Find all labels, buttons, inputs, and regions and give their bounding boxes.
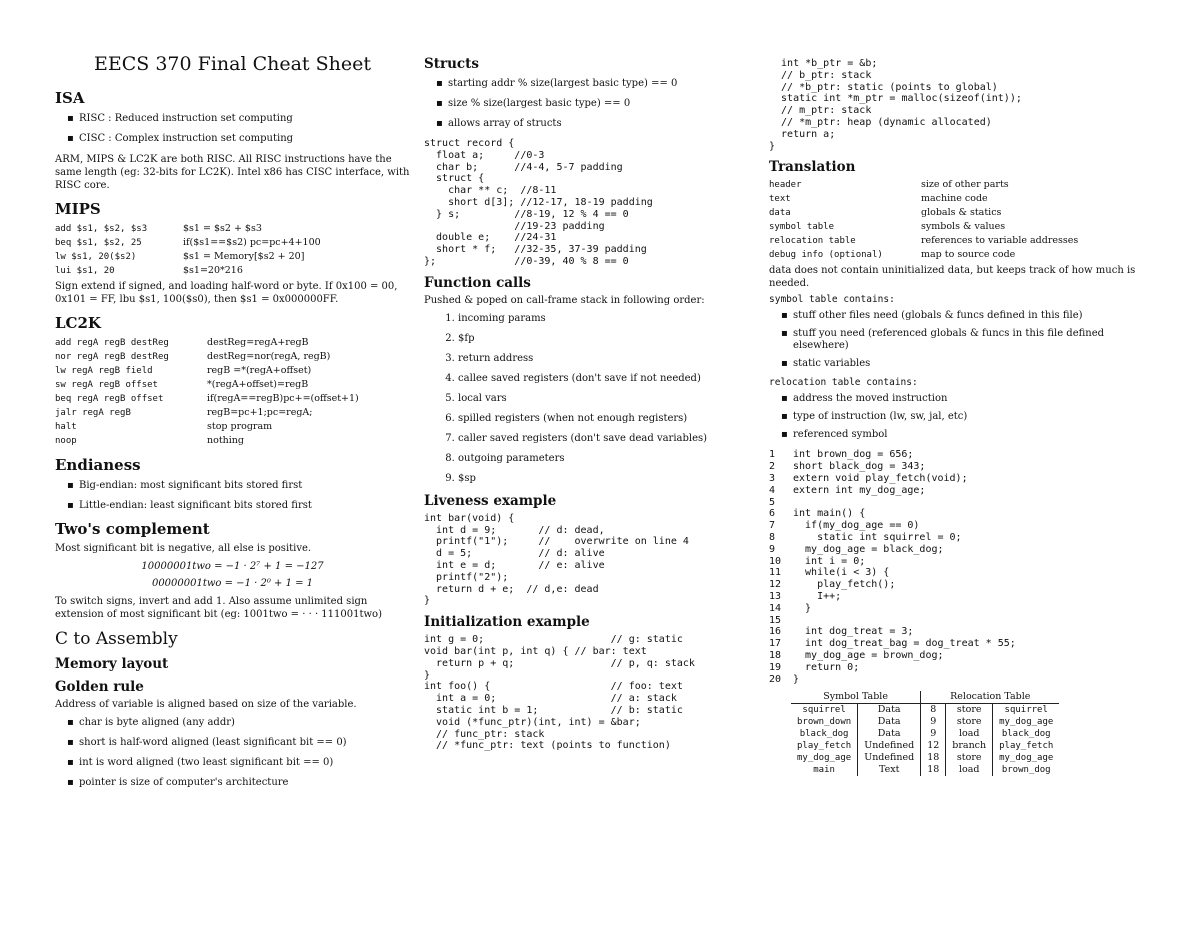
lc2k-desc: regB =*(regA+offset)	[207, 365, 312, 376]
table-row	[55, 406, 359, 420]
table-row	[769, 178, 1078, 192]
code-line	[769, 615, 1149, 627]
numbered-code-block	[769, 449, 1149, 685]
table-row	[769, 248, 1078, 262]
list-item: ▪ stuff you need (referenced globals & funcs in this file defined elsewhere)	[793, 328, 1149, 352]
list-item: ▪ Little-endian: least significant bits stored first	[79, 500, 410, 512]
code-line	[769, 544, 1149, 556]
code-text: short black_dog = 343;	[793, 461, 926, 473]
relocation-table-list	[769, 393, 1149, 441]
code-line	[769, 579, 1149, 591]
isa-note: ARM, MIPS & LC2K are both RISC. All RISC instructions have the same length (eg: 32-bits for LC2K). Intel x86 has CISC interface, with RISC core.	[55, 154, 410, 191]
lc2k-instr: lw regA regB field	[55, 366, 153, 376]
section-name: debug info (optional)	[769, 250, 883, 261]
twos-equation-1: 10000001two = −1 · 2⁷ + 1 = −127	[141, 561, 324, 572]
code-line	[769, 567, 1149, 579]
list-item: 5. local vars	[458, 393, 774, 405]
alignment-list	[55, 717, 410, 789]
code-text: I++;	[793, 590, 842, 602]
line-number: 14	[769, 602, 782, 614]
translation-heading: Translation	[769, 159, 856, 176]
symbol-relocation-tables	[791, 691, 1059, 776]
code-text: static int squirrel = 0;	[793, 531, 962, 543]
code-line	[769, 556, 1149, 568]
list-item: ▪ char is byte aligned (any addr)	[79, 717, 410, 729]
liveness-heading: Liveness example	[424, 492, 557, 509]
mips-table	[55, 222, 321, 278]
section-desc: references to variable addresses	[921, 235, 1079, 247]
code-text: if(my_dog_age == 0)	[793, 520, 920, 532]
initialization-code-continued: int *b_ptr = &b; // b_ptr: stack // *b_ptr: static (points to global) static int *m_ptr = malloc(sizeof(int)); // m_ptr: stack // *m_ptr: heap (dynamic allocated) return a; }	[769, 58, 1022, 152]
table-row	[791, 740, 1059, 752]
reloc-type: store	[946, 704, 993, 717]
list-item: 6. spilled registers (when not enough registers)	[458, 413, 774, 425]
twos-note: To switch signs, invert and add 1. Also assume unlimited sign extension of most significant bit (eg: 1001two = · · · 111001two)	[55, 596, 382, 620]
code-text: play_fetch();	[793, 579, 896, 591]
line-number: 1	[769, 449, 776, 461]
code-line	[769, 485, 1149, 497]
section-desc: globals & statics	[921, 207, 1002, 219]
list-item: 2. $fp	[458, 333, 774, 345]
lc2k-instr: noop	[55, 436, 77, 446]
table-row	[791, 764, 1059, 776]
mips-instr: add $s1, $s2, $s3	[55, 224, 148, 234]
structs-list	[424, 78, 774, 130]
table-row	[55, 364, 359, 378]
list-item: 8. outgoing parameters	[458, 453, 774, 465]
section-name: data	[769, 208, 791, 219]
code-line	[769, 603, 1149, 615]
symbol-name: brown_down	[791, 716, 858, 728]
table-row	[769, 220, 1078, 234]
reloc-line: 18	[921, 764, 946, 776]
line-number: 5	[769, 496, 776, 508]
list-item: 3. return address	[458, 353, 774, 365]
twos-equation-2: 00000001two = −1 · 2⁰ + 1 = 1	[151, 578, 314, 589]
lc2k-instr: nor regA regB destReg	[55, 352, 169, 362]
list-item: ▪ size % size(largest basic type) == 0	[448, 98, 774, 110]
reloc-line: 12	[921, 740, 946, 752]
section-desc: symbols & values	[921, 221, 1006, 233]
table-row	[55, 420, 359, 434]
code-line	[769, 508, 1149, 520]
code-line	[769, 626, 1149, 638]
mips-instr: lw $s1, 20($s2)	[55, 252, 137, 262]
reloc-line: 9	[921, 728, 946, 740]
reloc-symbol: black_dog	[1001, 729, 1051, 740]
list-item: ▪ int is word aligned (two least significant bit == 0)	[79, 757, 410, 769]
symbol-type: Text	[858, 764, 921, 776]
code-text: return 0;	[793, 661, 860, 673]
line-number: 4	[769, 484, 776, 496]
symbol-table-heading: Symbol Table	[791, 691, 921, 704]
reloc-line: 18	[921, 752, 946, 764]
code-line	[769, 638, 1149, 650]
line-number: 13	[769, 590, 782, 602]
table-row	[791, 752, 1059, 764]
symbol-type: Undefined	[858, 752, 921, 764]
reloc-symbol: my_dog_age	[999, 717, 1054, 728]
table-row	[769, 206, 1078, 220]
code-line	[769, 520, 1149, 532]
lc2k-desc: *(regA+offset)=regB	[207, 379, 309, 390]
table-row	[55, 264, 321, 278]
symbol-type: Data	[858, 728, 921, 740]
list-item: ▪ referenced symbol	[793, 429, 1149, 441]
table-row	[769, 234, 1078, 248]
code-line	[769, 532, 1149, 544]
list-item: ▪ Big-endian: most significant bits stored first	[79, 480, 410, 492]
mips-desc: if($s1==$s2) pc=pc+4+100	[183, 237, 321, 248]
translation-table	[769, 178, 1078, 262]
call-frame-list	[424, 313, 774, 485]
lc2k-desc: nothing	[207, 435, 245, 446]
lc2k-instr: beq regA regB offset	[55, 394, 164, 404]
reloc-symbol: brown_dog	[1001, 765, 1051, 776]
section-desc: machine code	[921, 193, 988, 205]
reloc-symbol: squirrel	[1004, 705, 1048, 716]
list-item: ▪ type of instruction (lw, sw, jal, etc)	[793, 411, 1149, 423]
column-3	[769, 0, 1149, 776]
mips-instr: beq $s1, $s2, 25	[55, 238, 142, 248]
table-row	[55, 236, 321, 250]
list-item: ▪ pointer is size of computer's architecture	[79, 777, 410, 789]
code-text: my_dog_age = brown_dog;	[793, 649, 944, 661]
table-row	[55, 434, 359, 448]
line-number: 3	[769, 472, 776, 484]
list-item: ▪ allows array of structs	[448, 118, 774, 130]
code-line	[769, 591, 1149, 603]
line-number: 9	[769, 543, 776, 555]
table-row	[791, 716, 1059, 728]
lc2k-desc: destReg=nor(regA, regB)	[207, 351, 331, 362]
line-number: 16	[769, 626, 782, 638]
twos-heading: Two's complement	[55, 520, 210, 538]
mips-desc: $s1 = Memory[$s2 + 20]	[183, 251, 305, 262]
golden-rule-heading: Golden rule	[55, 679, 144, 695]
list-item: 9. $sp	[458, 473, 774, 485]
line-number: 20	[769, 673, 782, 685]
symbol-name: squirrel	[791, 704, 858, 717]
line-number: 18	[769, 649, 782, 661]
lc2k-heading: LC2K	[55, 314, 101, 332]
reloc-type: load	[946, 764, 993, 776]
code-text: while(i < 3) {	[793, 567, 890, 579]
isa-list	[55, 113, 410, 145]
code-text: extern int my_dog_age;	[793, 484, 926, 496]
section-desc: map to source code	[921, 249, 1016, 261]
relocation-table-heading: Relocation Table	[950, 691, 1031, 703]
code-line	[769, 674, 1149, 686]
symbol-name: black_dog	[791, 728, 858, 740]
symbol-type: Data	[858, 704, 921, 717]
c-to-assembly-heading: C to Assembly	[55, 629, 178, 649]
list-item: 4. callee saved registers (don't save if not needed)	[458, 373, 774, 385]
struct-code-block: struct record { float a; //0-3 char b; //4-4, 5-7 padding struct { char ** c; //8-11 short d[3]; //12-17, 18-19 padding } s; //8-19, 12 % 4 == 0 //19-23 padding double e; //24-31 short * f; //32-35, 37-39 padding }; //0-39, 40 % 8 == 0	[424, 138, 653, 267]
section-desc: size of other parts	[921, 179, 1009, 191]
section-name: symbol table	[769, 222, 835, 233]
code-text: int main() {	[793, 508, 866, 520]
function-calls-intro: Pushed & poped on call-frame stack in following order:	[424, 294, 705, 306]
table-row	[769, 192, 1078, 206]
function-calls-heading: Function calls	[424, 274, 531, 291]
lc2k-desc: regB=pc+1;pc=regA;	[207, 407, 313, 418]
symbol-name: play_fetch	[791, 740, 858, 752]
list-item: ▪ RISC : Reduced instruction set computing	[79, 113, 410, 125]
table-row	[55, 336, 359, 350]
code-line	[769, 650, 1149, 662]
table-header-row	[791, 691, 1059, 704]
table-row	[791, 704, 1059, 717]
mips-note: Sign extend if signed, and loading half-word or byte. If 0x100 = 00, 0x101 = FF, lbu $s1, 100($s0), then $s1 = 0x000000FF.	[55, 281, 398, 305]
isa-heading: ISA	[55, 89, 85, 107]
table-row	[55, 250, 321, 264]
liveness-code-block: int bar(void) { int d = 9; // d: dead, printf("1"); // overwrite on line 4 d = 5; // d: alive int e = d; // e: alive printf("2"); return d + e; // d,e: dead }	[424, 512, 689, 607]
endianess-list	[55, 480, 410, 512]
twos-intro: Most significant bit is negative, all else is positive.	[55, 543, 312, 554]
lc2k-instr: halt	[55, 422, 77, 432]
table-row	[55, 222, 321, 236]
list-item: ▪ CISC : Complex instruction set computing	[79, 133, 410, 145]
code-line	[769, 497, 1149, 509]
mips-desc: $s1 = $s2 + $s3	[183, 223, 262, 234]
table-row	[55, 392, 359, 406]
endianess-heading: Endianess	[55, 456, 141, 474]
reloc-line: 9	[921, 716, 946, 728]
list-item: ▪ short is half-word aligned (least significant bit == 0)	[79, 737, 410, 749]
section-name: text	[769, 194, 791, 205]
code-text: int brown_dog = 656;	[793, 449, 914, 461]
code-text: }	[793, 602, 812, 614]
section-name: header	[769, 180, 802, 191]
reloc-symbol: play_fetch	[999, 741, 1054, 752]
code-text: int dog_treat_bag = dog_treat * 55;	[793, 638, 1016, 650]
lc2k-desc: stop program	[207, 421, 273, 432]
line-number: 19	[769, 661, 782, 673]
lc2k-instr: sw regA regB offset	[55, 380, 158, 390]
mips-instr: lui $s1, 20	[55, 266, 115, 276]
reloc-line: 8	[921, 704, 946, 717]
reloc-symbol: my_dog_age	[999, 753, 1054, 764]
lc2k-desc: destReg=regA+regB	[207, 337, 309, 348]
lc2k-instr: jalr regA regB	[55, 408, 131, 418]
list-item: ▪ address the moved instruction	[793, 393, 1149, 405]
list-item: 7. caller saved registers (don't save dead variables)	[458, 433, 774, 445]
structs-heading: Structs	[424, 56, 479, 72]
code-line	[769, 473, 1149, 485]
code-text: int dog_treat = 3;	[793, 626, 914, 638]
code-line	[769, 449, 1149, 461]
code-line	[769, 461, 1149, 473]
golden-rule-text: Address of variable is aligned based on size of the variable.	[55, 699, 357, 710]
reloc-type: load	[946, 728, 993, 740]
column-2	[424, 0, 774, 758]
line-number: 6	[769, 508, 776, 520]
page-title: EECS 370 Final Cheat Sheet	[94, 53, 371, 75]
mips-heading: MIPS	[55, 200, 101, 218]
reloc-type: branch	[946, 740, 993, 752]
initialization-heading: Initialization example	[424, 614, 590, 631]
code-text: }	[793, 673, 800, 685]
line-number: 17	[769, 638, 782, 650]
code-text: my_dog_age = black_dog;	[793, 543, 944, 555]
symbol-table-list	[769, 310, 1149, 370]
list-item: ▪ starting addr % size(largest basic type) == 0	[448, 78, 774, 90]
line-number: 8	[769, 531, 776, 543]
code-text: int i = 0;	[793, 555, 866, 567]
section-name: relocation table	[769, 236, 856, 247]
line-number: 15	[769, 614, 782, 626]
lc2k-instr: add regA regB destReg	[55, 338, 169, 348]
list-item: 1. incoming params	[458, 313, 774, 325]
symbol-type: Undefined	[858, 740, 921, 752]
symbol-name: main	[791, 764, 858, 776]
list-item: ▪ static variables	[793, 358, 1149, 370]
symbol-name: my_dog_age	[791, 752, 858, 764]
line-number: 12	[769, 579, 782, 591]
symbol-table-label: symbol table contains:	[769, 294, 895, 306]
column-1	[55, 0, 410, 797]
table-row	[55, 378, 359, 392]
line-number: 2	[769, 461, 776, 473]
relocation-table-label: relocation table contains:	[769, 377, 918, 389]
code-line	[769, 662, 1149, 674]
symbol-type: Data	[858, 716, 921, 728]
reloc-type: store	[946, 716, 993, 728]
line-number: 11	[769, 567, 782, 579]
mips-desc: $s1=20*216	[183, 265, 243, 276]
memory-layout-heading: Memory layout	[55, 656, 169, 672]
table-row	[791, 728, 1059, 740]
line-number: 7	[769, 520, 776, 532]
lc2k-table	[55, 336, 359, 448]
table-row	[55, 350, 359, 364]
code-text: extern void play_fetch(void);	[793, 472, 968, 484]
line-number: 10	[769, 555, 782, 567]
initialization-code-block: int g = 0; // g: static void bar(int p, int q) { // bar: text return p + q; // p, q: stack } int foo() { // foo: text int a = 0; // a: stack static int b = 1; // b: static void (*func_ptr)(int, int) = &bar; // func_ptr: stack // *func_ptr: text (points to function)	[424, 634, 695, 752]
lc2k-desc: if(regA==regB)pc+=(offset+1)	[207, 393, 359, 404]
data-note: data does not contain uninitialized data, but keeps track of how much is needed.	[769, 265, 1136, 290]
reloc-type: store	[946, 752, 993, 764]
list-item: ▪ stuff other files need (globals & funcs defined in this file)	[793, 310, 1149, 322]
